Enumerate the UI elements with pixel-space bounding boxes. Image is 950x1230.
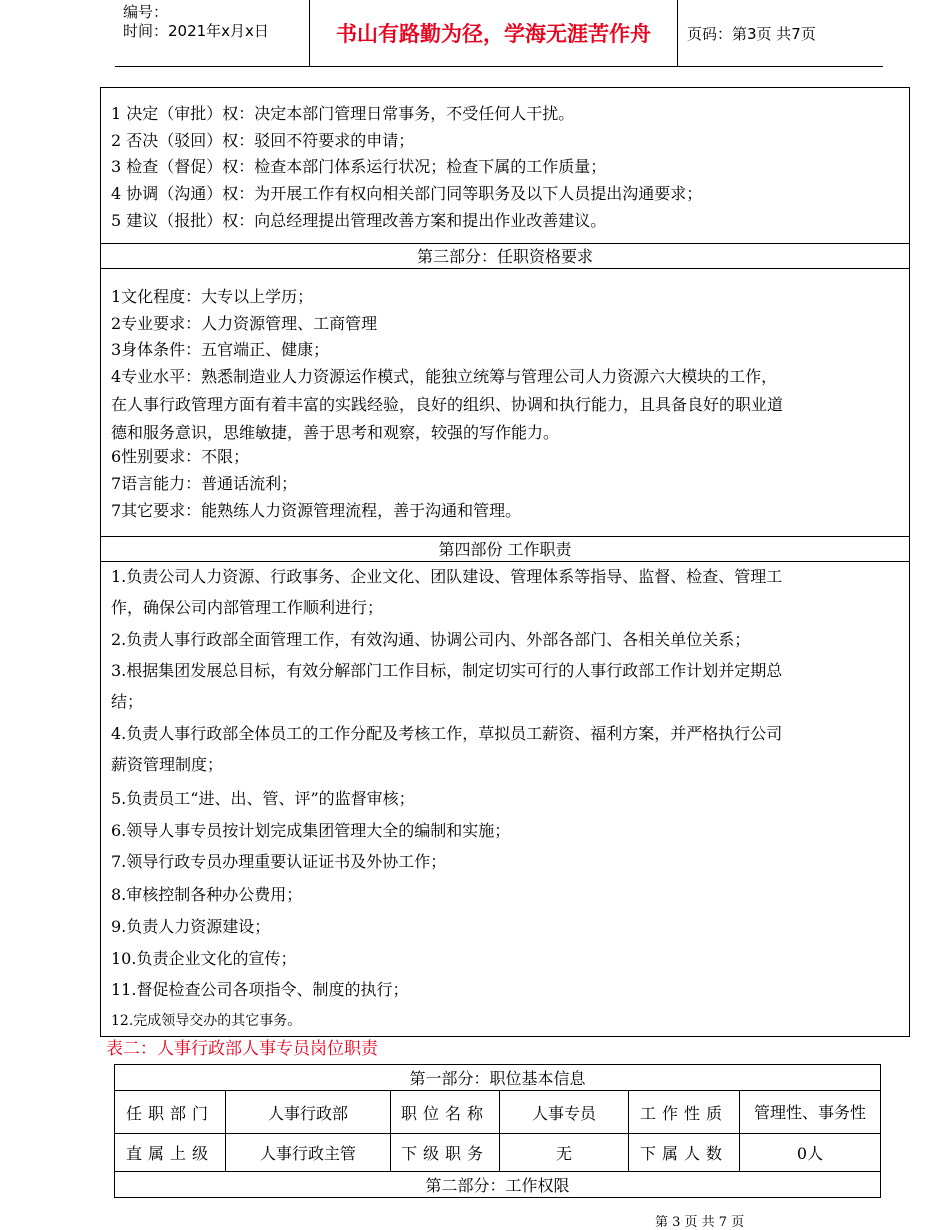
duty-line: 8.审核控制各种办公费用； xyxy=(111,885,303,904)
duty-line: 2.负责人事行政部全面管理工作，有效沟通、协调公司内、外部各部门、各相关单位关系； xyxy=(111,630,751,649)
duty-line: 薪资管理制度； xyxy=(111,755,224,774)
page-footer: 第 3 页 共 7 页 xyxy=(655,1215,745,1230)
power-item: 3 检查（督促）权：检查本部门体系运行状况；检查下属的工作质量； xyxy=(111,157,607,176)
part1-title: 第一部分：职位基本信息 xyxy=(115,1065,881,1091)
power-item: 5 建议（报批）权：向总经理提出管理改善方案和提出作业改善建议。 xyxy=(111,211,607,230)
position-info-table xyxy=(114,1064,881,1198)
power-item: 1 决定（审批）权：决定本部门管理日常事务，不受任何人干扰。 xyxy=(111,104,575,123)
header-page-number: 页码：第3页 共7页 xyxy=(687,24,816,43)
cell-value: 人事专员 xyxy=(500,1091,629,1134)
duty-line: 4.负责人事行政部全体员工的工作分配及考核工作，草拟员工薪资、福利方案，并严格执行公司 xyxy=(111,724,783,743)
qualification-line: 1文化程度：大专以上学历； xyxy=(111,287,314,306)
cell-label: 下级职务 xyxy=(391,1134,500,1172)
duty-line: 12.完成领导交办的其它事务。 xyxy=(111,1013,302,1029)
qualification-line: 7其它要求：能熟练人力资源管理流程，善于沟通和管理。 xyxy=(111,501,522,520)
cell-label: 任职部门 xyxy=(115,1091,226,1134)
cell-value: 无 xyxy=(500,1134,629,1172)
cell-value: 人事行政部 xyxy=(226,1091,391,1134)
qualification-line: 德和服务意识，思维敏捷，善于思考和观察，较强的写作能力。 xyxy=(111,423,560,442)
cell-value: 人事行政主管 xyxy=(226,1134,391,1172)
cell-value: 管理性、事务性 xyxy=(740,1091,881,1134)
doc-number-label: 编号： xyxy=(123,3,169,21)
duty-line: 9.负责人力资源建设； xyxy=(111,917,271,936)
duty-line: 11.督促检查公司各项指令、制度的执行； xyxy=(111,980,409,999)
part2-title: 第二部分：工作权限 xyxy=(115,1172,881,1198)
duty-line: 作，确保公司内部管理工作顺利进行； xyxy=(111,598,384,617)
cell-label: 直属上级 xyxy=(115,1134,226,1172)
qualification-line: 7语言能力：普通话流利； xyxy=(111,474,298,493)
duty-line: 7.领导行政专员办理重要认证证书及外协工作； xyxy=(111,852,447,871)
duty-line: 3.根据集团发展总目标，有效分解部门工作目标，制定切实可行的人事行政部工作计划并定期总 xyxy=(111,661,783,680)
duty-line: 5.负责员工“进、出、管、评”的监督审核； xyxy=(111,789,415,808)
duty-line: 10.负责企业文化的宣传； xyxy=(111,949,297,968)
qualification-line: 2专业要求：人力资源管理、工商管理 xyxy=(111,314,378,333)
qualification-line: 4专业水平：熟悉制造业人力资源运作模式，能独立统筹与管理公司人力资源六大模块的工作， xyxy=(111,367,778,386)
duty-line: 1.负责公司人力资源、行政事务、企业文化、团队建设、管理体系等指导、监督、检查、管理工 xyxy=(111,567,783,586)
qualification-line: 在人事行政管理方面有着丰富的实践经验，良好的组织、协调和执行能力，且具备良好的职业道 xyxy=(111,395,784,414)
powers-box xyxy=(100,87,910,244)
part4-box xyxy=(100,561,910,1037)
duty-line: 6.领导人事专员按计划完成集团管理大全的编制和实施； xyxy=(111,821,511,840)
power-item: 2 否决（驳回）权：驳回不符要求的申请； xyxy=(111,131,415,150)
qualification-line: 3身体条件：五官端正、健康； xyxy=(111,340,330,359)
header-motto: 书山有路勤为径，学海无涯苦作舟 xyxy=(310,0,678,66)
part3-box xyxy=(100,268,910,537)
part3-title: 第三部分：任职资格要求 xyxy=(100,243,910,269)
cell-label: 下属人数 xyxy=(629,1134,740,1172)
duty-line: 结； xyxy=(111,692,144,711)
cell-label: 工作性质 xyxy=(629,1091,740,1134)
header-meta xyxy=(115,0,310,66)
table2-caption: 表二：人事行政部人事专员岗位职责 xyxy=(106,1039,378,1059)
cell-label: 职位名称 xyxy=(391,1091,500,1134)
part4-title: 第四部份 工作职责 xyxy=(100,536,910,562)
cell-value: 0人 xyxy=(740,1134,881,1172)
page-header xyxy=(115,0,883,67)
power-item: 4 协调（沟通）权：为开展工作有权向相关部门同等职务及以下人员提出沟通要求； xyxy=(111,184,703,203)
time-label: 时间：2021年x月x日 xyxy=(123,22,269,40)
qualification-line: 6性别要求：不限； xyxy=(111,447,250,466)
